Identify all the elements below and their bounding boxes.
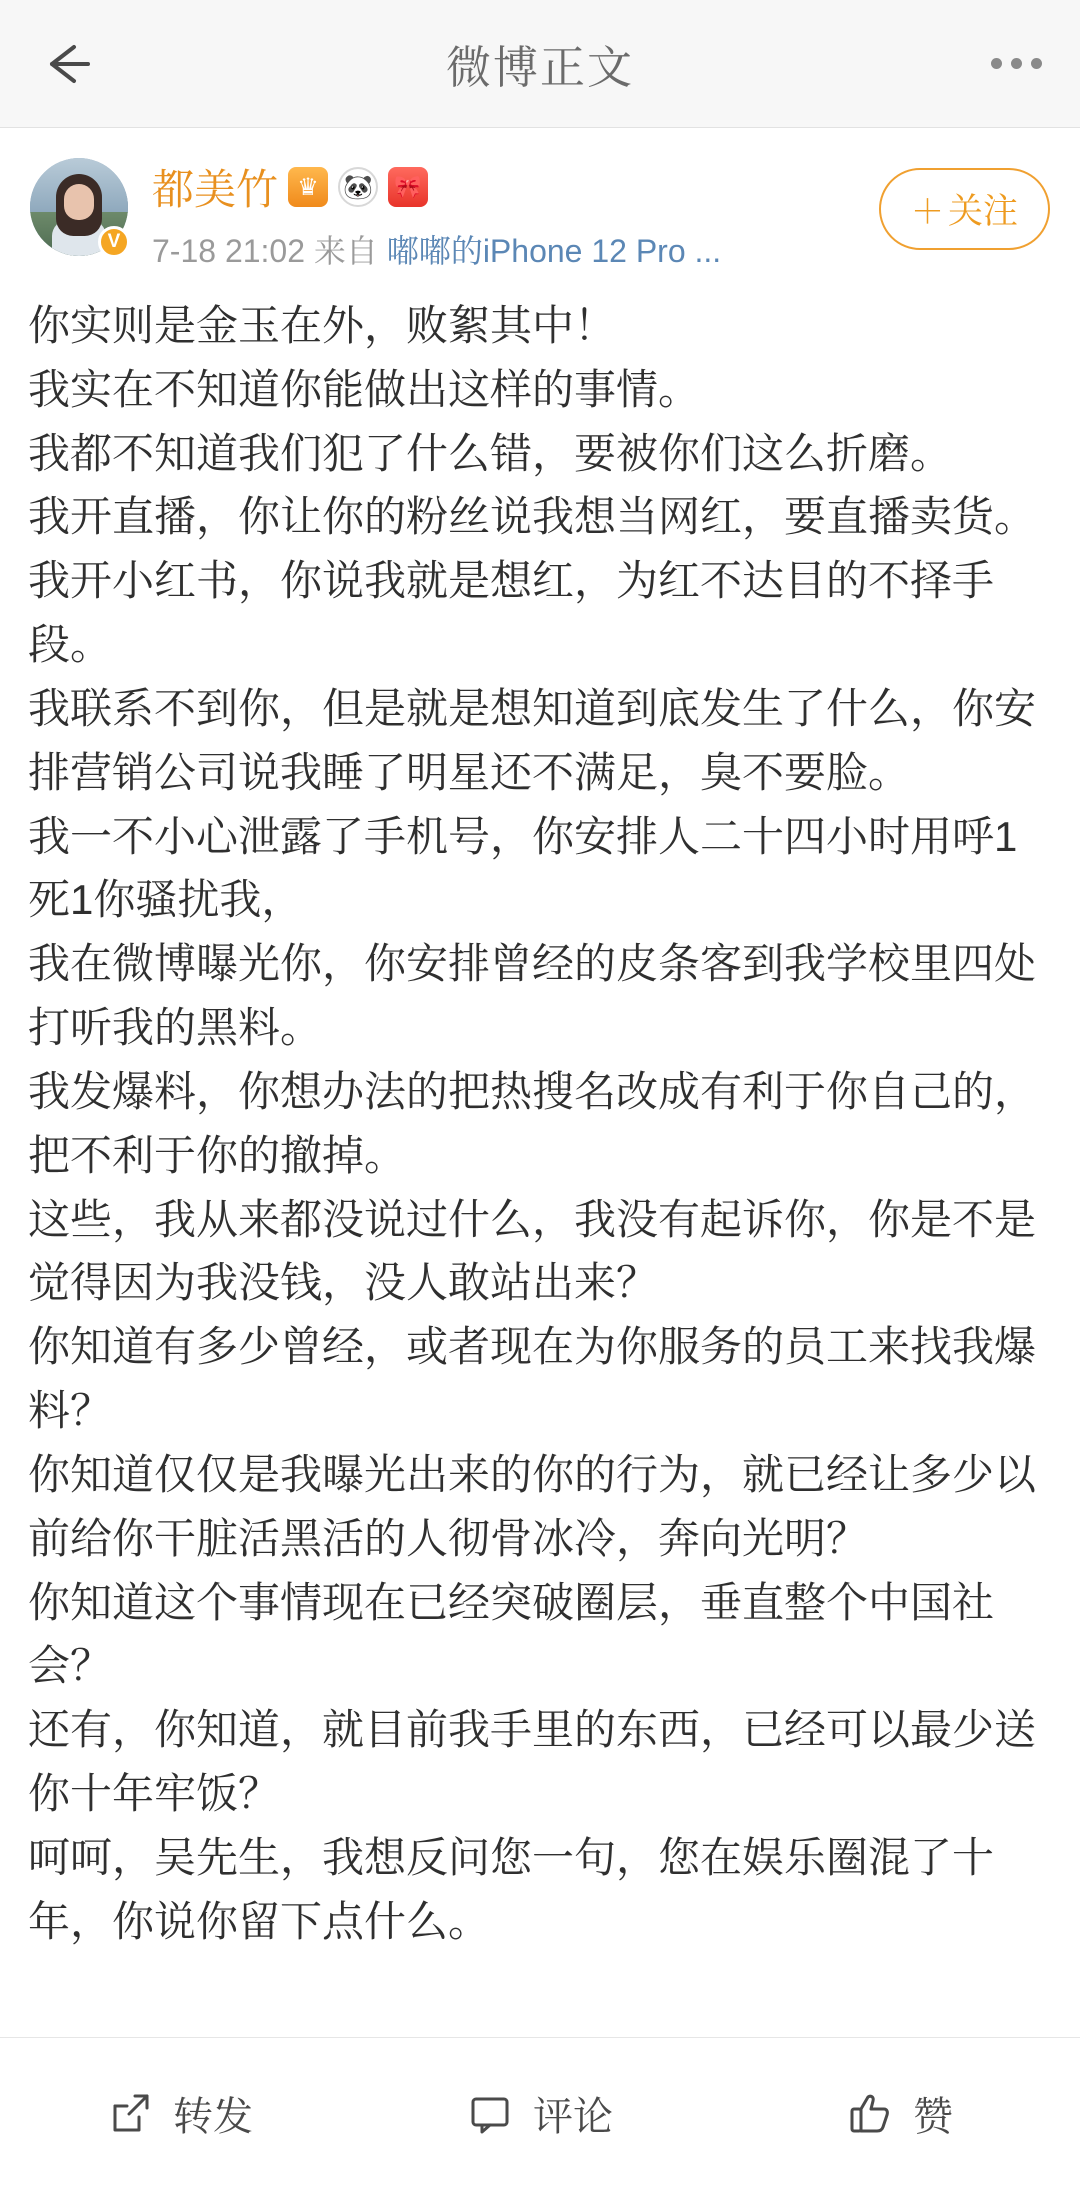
post-source-link[interactable]: 嘟嘟的iPhone 12 Pro ...: [386, 233, 722, 269]
more-horizontal-icon: [1011, 58, 1022, 69]
thumbs-up-icon: [847, 2090, 893, 2136]
like-label: 赞: [913, 2094, 953, 2139]
post-content-line: 我开小红书，你说我就是想红，为红不达目的不择手段。: [28, 557, 995, 669]
post-action-toolbar: [0, 2037, 1080, 2188]
avatar[interactable]: [30, 158, 128, 256]
post-content-line: 我在微博曝光你，你安排曾经的皮条客到我学校里四处打听我的黑料。: [28, 940, 1037, 1052]
navigation-bar: [0, 0, 1080, 128]
plus-icon: ＋: [910, 193, 944, 230]
repost-button[interactable]: [0, 2085, 360, 2142]
arrow-left-icon: [38, 33, 100, 95]
post-content-line: 我联系不到你，但是就是想知道到底发生了什么，你安排营销公司说我睡了明星还不满足，臭不要脸。: [28, 684, 1037, 796]
comment-label: 评论: [533, 2094, 613, 2139]
repost-icon: [107, 2090, 153, 2136]
post-content-line: 你知道这个事情现在已经突破圈层，垂直整个中国社会？: [28, 1578, 995, 1690]
post-content-line: 这些，我从来都没说过什么，我没有起诉你，你是不是觉得因为我没钱，没人敢站出来？: [28, 1195, 1037, 1307]
post-content-line: 我发爆料，你想办法的把热搜名改成有利于你自己的，把不利于你的撤掉。: [28, 1067, 1037, 1179]
post-header: [0, 128, 1080, 272]
panda-badge-icon[interactable]: 🐼: [338, 167, 378, 207]
gift-badge-icon[interactable]: 🎀: [388, 167, 428, 207]
back-button[interactable]: [38, 29, 108, 99]
post-content-line: 我都不知道我们犯了什么错，要被你们这么折磨。: [28, 429, 953, 477]
repost-label: 转发: [173, 2094, 253, 2139]
post-content-line: 我开直播，你让你的粉丝说我想当网红，要直播卖货。: [28, 493, 1037, 541]
post-content-line: 你知道仅仅是我曝光出来的你的行为，就已经让多少以前给你干脏活黑活的人彻骨冰冷，奔向光明？: [28, 1450, 1037, 1562]
follow-button[interactable]: [879, 168, 1050, 250]
source-prefix-label: 来自: [313, 233, 378, 269]
post-content: [0, 272, 1080, 2037]
verified-badge-icon: V: [98, 226, 130, 258]
post-content-line: 我一不小心泄露了手机号，你安排人二十四小时用呼1死1你骚扰我，: [28, 812, 1018, 924]
post-content-line: 你知道有多少曾经，或者现在为你服务的员工来找我爆料？: [28, 1323, 1037, 1435]
follow-button-label: 关注: [947, 192, 1018, 231]
post-time: 7-18 21:02: [152, 233, 306, 269]
comment-icon: [467, 2090, 513, 2136]
post-content-line: 我实在不知道你能做出这样的事情。: [28, 365, 701, 413]
page-title: 微博正文: [445, 42, 634, 93]
comment-button[interactable]: [360, 2085, 720, 2142]
more-options-button[interactable]: [972, 29, 1042, 99]
more-horizontal-icon: [1031, 58, 1042, 69]
post-content-line: 呵呵，吴先生，我想反问您一句，您在娱乐圈混了十年，你说你留下点什么。: [28, 1833, 995, 1945]
post-content-line: 还有，你知道，就目前我手里的东西，已经可以最少送你十年牢饭？: [28, 1706, 1037, 1818]
post-content-line: 你实则是金玉在外，败絮其中！: [28, 302, 617, 349]
like-button[interactable]: [720, 2085, 1080, 2142]
crown-badge-icon[interactable]: ♛: [288, 167, 328, 207]
more-horizontal-icon: [991, 58, 1002, 69]
author-name[interactable]: 都美竹: [152, 166, 279, 213]
